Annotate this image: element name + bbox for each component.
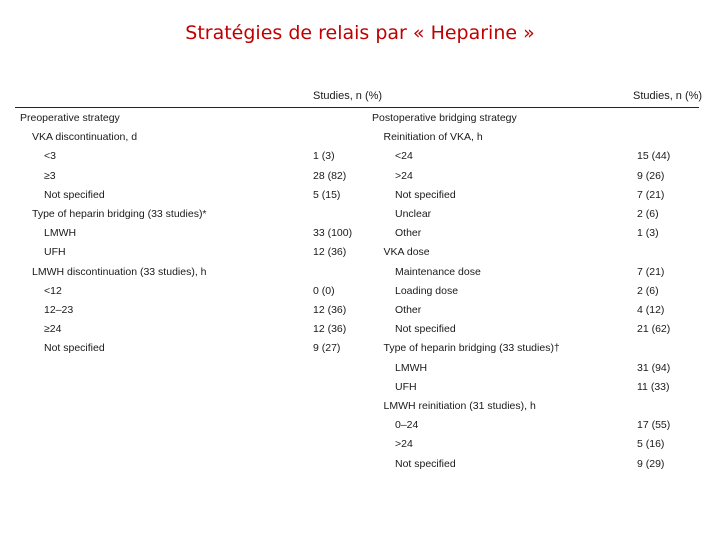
right-row-label: >24 (395, 169, 413, 182)
left-row-value: 5 (15) (313, 188, 341, 201)
left-row-value: 28 (82) (313, 169, 347, 182)
right-row-label: Maintenance dose (395, 265, 481, 278)
right-row-value: 21 (62) (637, 323, 671, 336)
left-row-label: Preoperative strategy (20, 112, 120, 124)
right-row-value: 1 (3) (637, 227, 659, 240)
left-row-value: 12 (36) (313, 246, 347, 259)
right-row-label: LMWH (395, 361, 428, 374)
left-row-label: Not specified (44, 188, 105, 201)
left-row-value: 0 (0) (313, 284, 335, 297)
right-row-label: 0–24 (395, 419, 419, 432)
left-row-label: <3 (44, 150, 56, 163)
right-row-label: Not specified (395, 188, 456, 201)
left-row-label: VKA discontinuation, d (32, 131, 138, 144)
left-column-header: Studies, n (%) (313, 90, 383, 102)
left-row-value: 12 (36) (313, 304, 347, 316)
left-row-label: ≥3 (44, 169, 56, 182)
left-row-value: 33 (100) (313, 227, 353, 240)
right-row-label: LMWH reinitiation (31 studies), h (383, 400, 536, 412)
right-row-label: <24 (395, 150, 413, 163)
right-row-label: UFH (395, 380, 417, 393)
right-row-value: 4 (12) (637, 304, 665, 316)
right-row-value: 9 (26) (637, 169, 665, 182)
left-row-label: LMWH discontinuation (33 studies), h (32, 265, 207, 278)
left-row-label: Not specified (44, 342, 105, 355)
table-top-rule (15, 107, 699, 108)
right-row-label: Type of heparin bridging (33 studies)† (383, 342, 560, 355)
left-row-label: UFH (44, 246, 66, 259)
right-row-value: 2 (6) (637, 208, 659, 220)
right-row-value: 5 (16) (637, 438, 665, 451)
right-row-label: Not specified (395, 323, 456, 336)
right-column-header: Studies, n (%) (633, 90, 703, 102)
left-row-label: Type of heparin bridging (33 studies)* (32, 208, 207, 220)
right-row-label: Loading dose (395, 284, 459, 297)
left-row-label: LMWH (44, 227, 77, 240)
left-row-value: 9 (27) (313, 342, 341, 355)
right-row-value: 2 (6) (637, 284, 659, 297)
right-row-value: 7 (21) (637, 265, 665, 278)
left-row-label: <12 (44, 284, 62, 297)
left-row-value: 12 (36) (313, 323, 347, 336)
right-row-label: VKA dose (383, 246, 430, 259)
right-row-value: 15 (44) (637, 150, 671, 163)
right-row-label: Unclear (395, 208, 432, 220)
right-row-label: Not specified (395, 457, 456, 470)
left-row-label: 12–23 (44, 304, 74, 316)
right-row-label: Reinitiation of VKA, h (383, 131, 483, 144)
right-row-label: Other (395, 227, 422, 240)
right-row-value: 11 (33) (637, 380, 670, 393)
right-row-value: 17 (55) (637, 419, 671, 432)
left-row-value: 1 (3) (313, 150, 335, 163)
left-row-label: ≥24 (44, 323, 62, 336)
right-row-value: 7 (21) (637, 188, 665, 201)
right-row-label: Other (395, 304, 422, 316)
slide-title: Stratégies de relais par « Heparine » (185, 22, 535, 44)
right-row-label: >24 (395, 438, 413, 451)
right-row-value: 31 (94) (637, 361, 671, 374)
right-row-value: 9 (29) (637, 457, 665, 470)
right-row-label: Postoperative bridging strategy (372, 112, 517, 124)
